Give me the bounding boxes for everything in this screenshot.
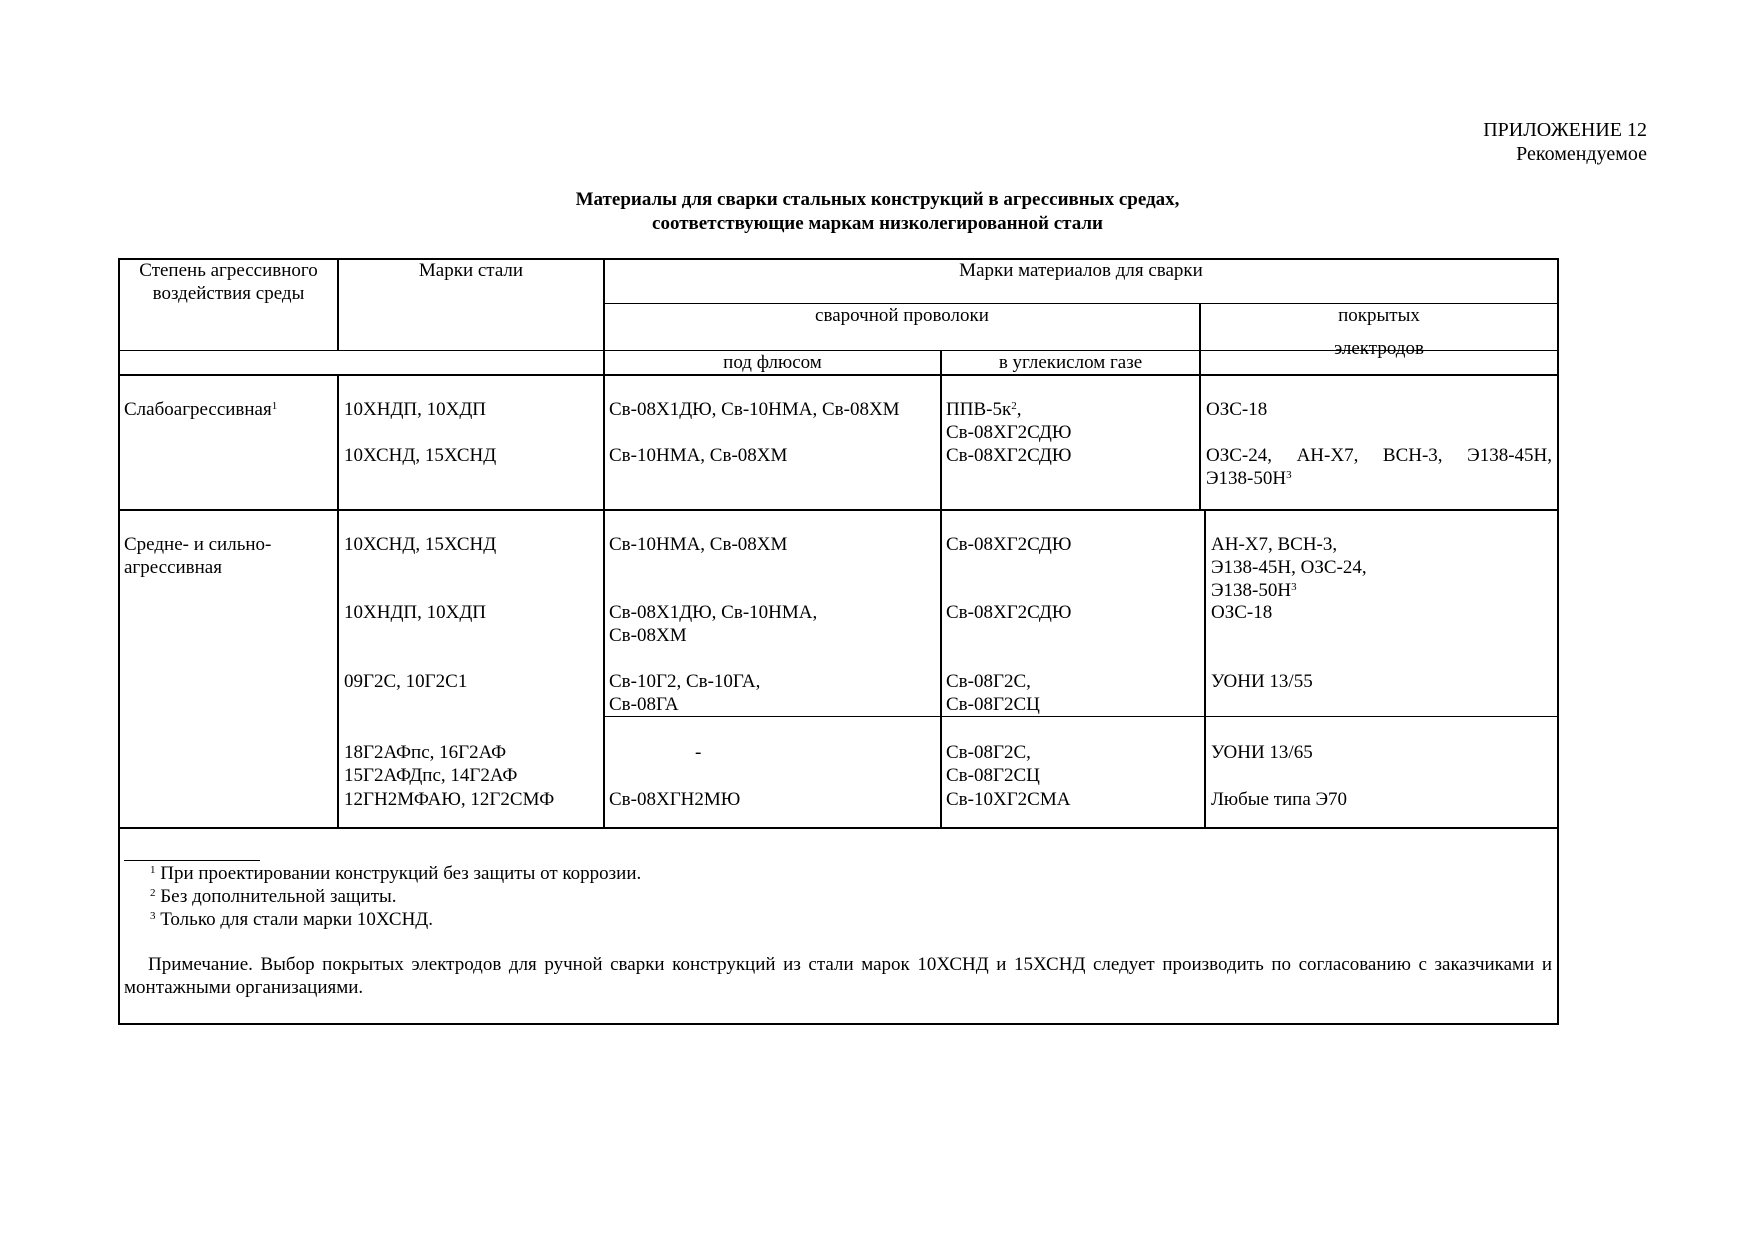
co2-value: Св-08Г2СЦ [946, 694, 1040, 715]
table-rule [118, 374, 1558, 376]
table-note: Примечание. Выбор покрытых электродов для ручной сварки конструкций из стали марок 10ХСНД и 15ХСНД следует производить по согласованию с заказчиками и монтажными организациями. [124, 954, 1552, 998]
electrodes-value: АН-Х7, ВСН-3, [1211, 534, 1338, 555]
header-co2: в углекислом газе [998, 352, 1143, 373]
table-row [609, 601, 817, 647]
header-environment [120, 259, 337, 305]
flux-value: Св-08ХМ [609, 625, 687, 646]
electrodes-value: ОЗС-24, АН-Х7, ВСН-3, Э138-45Н, [1206, 445, 1552, 466]
footnote-text: При проектировании конструкций без защиты от коррозии. [155, 863, 642, 884]
table-rule [940, 350, 942, 510]
table-row [344, 741, 517, 787]
footnote-ref: 1 [271, 400, 278, 412]
steel-value: 18Г2АФпс, 16Г2АФ [344, 742, 507, 763]
footnote-ref: 3 [1286, 469, 1292, 481]
table-row: Любые типа Э70 [1211, 789, 1348, 810]
table-row: 10ХНДП, 10ХДП [344, 399, 487, 420]
table-row: Св-08ХГ2СДЮ [946, 534, 1072, 555]
appendix-header [1483, 118, 1647, 166]
table-rule [603, 258, 605, 828]
footnote-number: 3 [150, 910, 156, 922]
title-line-1: Материалы для сварки стальных конструкций в агрессивных средах, [575, 189, 1180, 210]
table-row: Св-10НМА, Св-08ХМ [609, 534, 788, 555]
table-row: Св-08ХГ2СДЮ [946, 602, 1072, 623]
co2-value: Св-08Г2СЦ [946, 765, 1040, 786]
table-row: 12ГН2МФАЮ, 12Г2СМФ [344, 789, 555, 810]
table-row: 10ХСНД, 15ХСНД [344, 534, 497, 555]
electrodes-value: Э138-45Н, ОЗС-24, [1211, 557, 1367, 578]
co2-value: Св-08ХГ2СДЮ [946, 422, 1072, 443]
flux-value: Св-10Г2, Св-10ГА, [609, 671, 761, 692]
footnote-number: 1 [150, 864, 156, 876]
environment-weak [124, 398, 277, 421]
header-environment-line-1: Степень агрессивного [139, 260, 318, 281]
footnote-number: 2 [150, 887, 156, 899]
environment-medium-strong [124, 533, 271, 579]
table-rule [1204, 509, 1206, 828]
footnote-text: Без дополнительной защиты. [155, 886, 397, 907]
header-environment-line-2: воздействия среды [152, 283, 305, 304]
table-row [946, 398, 1071, 444]
header-welding-wire: сварочной проволоки [815, 305, 989, 326]
document-title [0, 188, 1755, 236]
header-electrodes-line-2: электродов [1334, 338, 1424, 359]
table-row: Св-08ХГ2СДЮ [946, 445, 1072, 466]
table-row [1211, 533, 1367, 602]
table-row [1206, 444, 1552, 490]
header-electrodes [1201, 304, 1557, 360]
co2-value: Св-08Г2С, [946, 742, 1031, 763]
table-rule [118, 509, 1558, 511]
table-rule [940, 509, 942, 828]
environment-weak-label: Слабоагрессивная [124, 399, 272, 420]
electrodes-value: Э138-50Н [1211, 580, 1292, 601]
table-row: Св-08ХГН2МЮ [609, 789, 741, 810]
table-row: Св-10НМА, Св-08ХМ [609, 445, 788, 466]
table-row [609, 670, 760, 716]
table-row: 09Г2С, 10Г2С1 [344, 671, 468, 692]
environment-line-2: агрессивная [124, 557, 222, 578]
environment-line-1: Средне- и сильно- [124, 534, 272, 555]
header-electrodes-line-1: покрытых [1338, 305, 1420, 326]
footnote-ref: 2 [1011, 400, 1017, 412]
header-steel-grades: Марки стали [418, 260, 524, 281]
table-row: Св-10ХГ2СМА [946, 789, 1071, 810]
footnote-separator [124, 860, 260, 861]
table-rule [118, 827, 1558, 829]
table-row: УОНИ 13/55 [1211, 671, 1313, 692]
co2-value: ППВ-5к [946, 399, 1012, 420]
table-row: - [695, 742, 702, 763]
header-under-flux: под флюсом [723, 352, 822, 373]
table-row: УОНИ 13/65 [1211, 742, 1313, 763]
table-row: 10ХСНД, 15ХСНД [344, 445, 497, 466]
co2-value: Св-08Г2С, [946, 671, 1031, 692]
flux-value: Св-08Х1ДЮ, Св-10НМА, [609, 602, 818, 623]
table-row: ОЗС-18 [1211, 602, 1273, 623]
footnote-2 [150, 885, 397, 908]
appendix-status: Рекомендуемое [1516, 143, 1647, 165]
table-row [946, 741, 1040, 787]
table-row: 10ХНДП, 10ХДП [344, 602, 487, 623]
table-row [946, 670, 1040, 716]
co2-comma: , [1016, 399, 1022, 420]
table-row: ОЗС-18 [1206, 399, 1268, 420]
table-row: Св-08Х1ДЮ, Св-10НМА, Св-08ХМ [609, 399, 900, 420]
table-rule [337, 374, 339, 828]
steel-value: 15Г2АФДпс, 14Г2АФ [344, 765, 518, 786]
footnote-3 [150, 908, 433, 931]
electrodes-value: Э138-50Н [1206, 468, 1287, 489]
footnote-text: Только для стали марки 10ХСНД. [155, 909, 434, 930]
appendix-number: ПРИЛОЖЕНИЕ 12 [1483, 119, 1647, 141]
table-rule [604, 716, 1558, 717]
title-line-2: соответствующие маркам низколегированной стали [652, 213, 1103, 234]
footnote-ref: 3 [1291, 581, 1297, 593]
flux-value: Св-08ГА [609, 694, 679, 715]
footnote-1 [150, 862, 641, 885]
header-welding-materials: Марки материалов для сварки [959, 260, 1203, 281]
